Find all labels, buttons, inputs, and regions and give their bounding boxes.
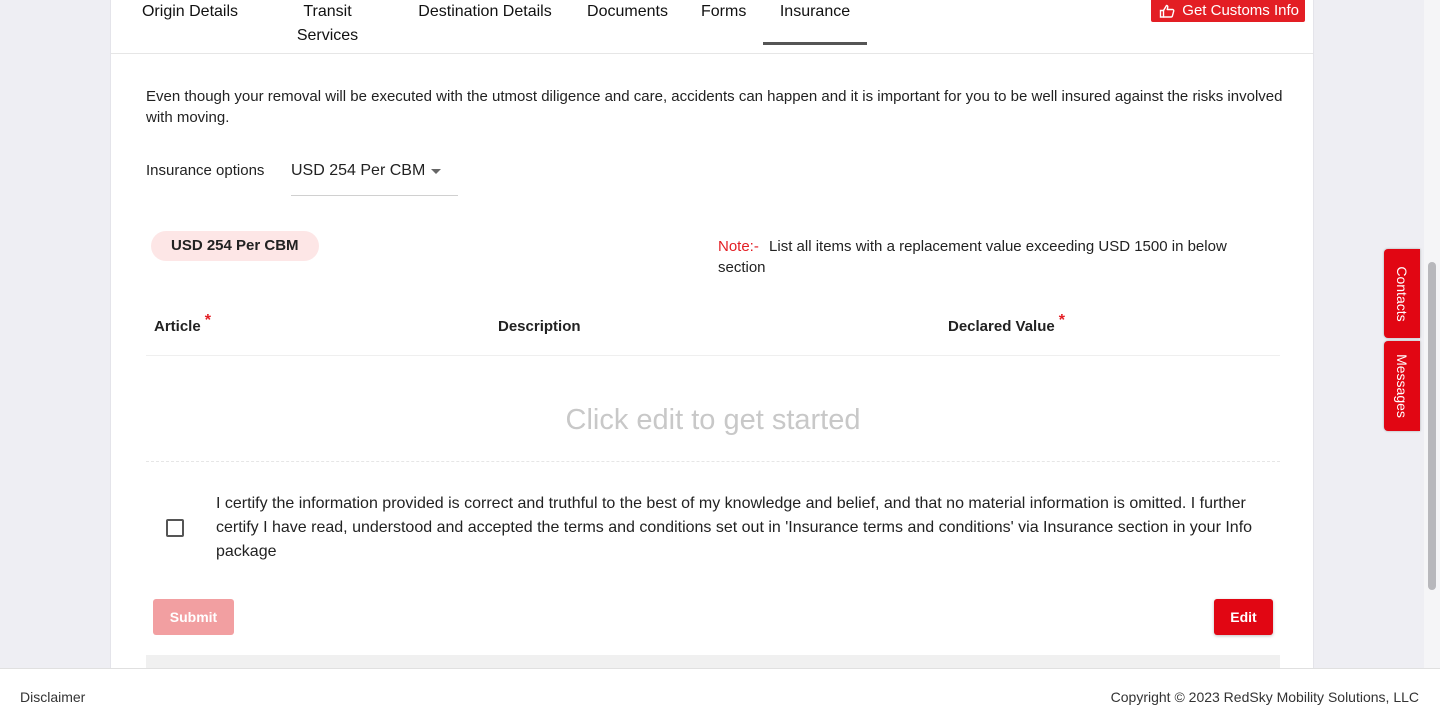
certify-text: I certify the information provided is correct and truthful to the best of my knowledge and belief, and that no material information is omitted. I further certify I have read, understood and accepted the terms and conditions set out in 'Insurance terms and conditions' via Insurance section in your Info package	[216, 495, 1253, 560]
insurance-options-label: Insurance options	[146, 162, 265, 179]
note-text	[718, 236, 1278, 278]
insurance-selected-value: USD 254 Per CBM	[291, 162, 426, 179]
get-customs-info-button[interactable]	[1151, 0, 1305, 22]
selected-insurance-chip: USD 254 Per CBM	[151, 231, 319, 261]
tab-documents[interactable]: Documents	[587, 3, 668, 20]
main-card	[110, 0, 1314, 668]
chevron-down-icon	[431, 169, 441, 174]
intro-text: Even though your removal will be executed with the utmost diligence and care, accidents can happen and it is important for you to be well insured against the risks involved with moving.	[146, 88, 1283, 126]
column-article-label: Article	[154, 318, 201, 335]
messages-side-tab[interactable]	[1384, 341, 1420, 431]
thumbs-up-icon	[1159, 4, 1175, 18]
tab-forms[interactable]: Forms	[701, 3, 747, 20]
certify-checkbox[interactable]	[166, 519, 184, 537]
tab-origin-details[interactable]: Origin Details	[141, 3, 239, 20]
note-body: List all items with a replacement value exceeding USD 1500 in below section	[718, 238, 1227, 276]
submit-button[interactable]: Submit	[153, 599, 234, 635]
note-label: Note:-	[718, 238, 759, 255]
required-marker: *	[204, 312, 211, 329]
required-marker: *	[1058, 312, 1065, 329]
copyright-text: Copyright © 2023 RedSky Mobility Solutions, LLC	[1110, 689, 1419, 705]
contacts-side-tab[interactable]	[1384, 249, 1420, 338]
section-divider	[146, 655, 1280, 668]
contacts-label: Contacts	[1394, 265, 1410, 322]
empty-state-text: Click edit to get started	[565, 404, 861, 436]
edit-button[interactable]: Edit	[1214, 599, 1273, 635]
column-declared-value	[948, 312, 1065, 336]
tab-destination-details[interactable]: Destination Details	[418, 3, 552, 20]
table-body	[146, 356, 1280, 462]
column-article	[154, 312, 211, 336]
get-customs-info-label: Get Customs Info	[1182, 2, 1299, 19]
scrollbar-thumb[interactable]	[1428, 262, 1436, 590]
column-description	[498, 318, 581, 335]
column-description-label: Description	[498, 318, 581, 335]
column-declared-value-label: Declared Value	[948, 318, 1055, 335]
disclaimer-link[interactable]: Disclaimer	[20, 689, 86, 705]
insurance-options-select[interactable]	[291, 158, 458, 196]
messages-label: Messages	[1394, 354, 1410, 418]
tab-transit-services[interactable]: Transit Services	[296, 3, 359, 44]
tab-insurance[interactable]: Insurance	[763, 0, 867, 45]
footer	[0, 668, 1440, 725]
table-header	[146, 306, 1280, 356]
tab-bar	[111, 0, 1313, 54]
